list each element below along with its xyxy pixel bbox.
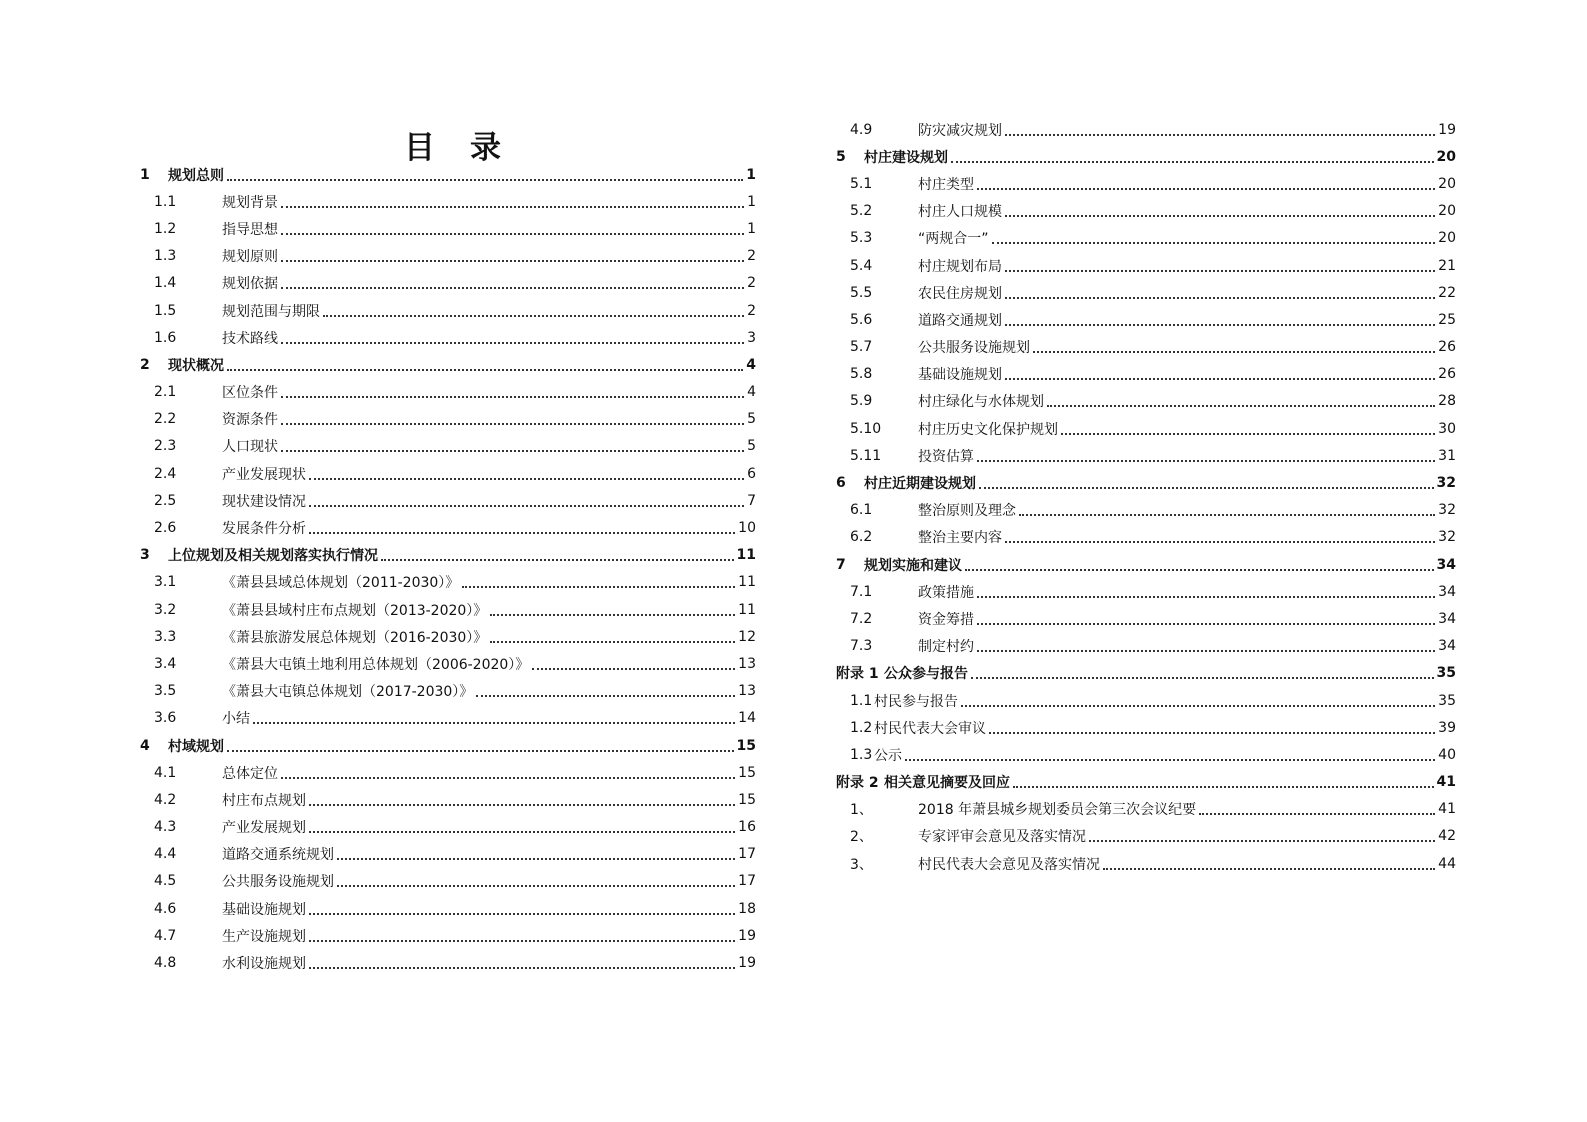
toc-entry[interactable] xyxy=(140,161,756,188)
toc-dot-leader xyxy=(227,369,743,371)
toc-entry-title: 指导思想 xyxy=(222,221,278,238)
toc-entry-number: 4.4 xyxy=(154,846,177,863)
toc-entry[interactable] xyxy=(140,814,756,841)
toc-dot-leader xyxy=(337,885,735,887)
toc-page-number: 2 xyxy=(747,302,756,319)
toc-entry-number: 2、 xyxy=(850,829,873,846)
toc-dot-leader xyxy=(281,423,744,425)
toc-page-number: 19 xyxy=(1438,121,1456,138)
toc-entry[interactable] xyxy=(140,922,756,949)
toc-entry-number: 5.4 xyxy=(850,257,873,274)
toc-entry[interactable] xyxy=(836,578,1456,605)
toc-entry-title: 《萧县县域村庄布点规划（2013-2020）》 xyxy=(222,602,488,619)
toc-page-number: 19 xyxy=(738,927,756,944)
toc-entry-title: 村庄类型 xyxy=(918,176,974,193)
toc-page-number: 4 xyxy=(747,384,756,401)
toc-entry-number: 3 xyxy=(140,547,150,564)
toc-entry-title: 公共服务设施规划 xyxy=(222,874,334,891)
toc-dot-leader xyxy=(281,233,744,235)
toc-page-number: 40 xyxy=(1438,746,1456,763)
toc-page-number: 15 xyxy=(736,737,756,754)
toc-entry-title: 《萧县大屯镇土地利用总体规划（2006-2020）》 xyxy=(222,656,530,673)
toc-entry-title: 区位条件 xyxy=(222,385,278,402)
toc-entry-title: 政策措施 xyxy=(918,584,974,601)
toc-page-number: 28 xyxy=(1438,393,1456,410)
toc-entry[interactable] xyxy=(140,324,756,351)
toc-entry-number: 1、 xyxy=(850,802,873,819)
toc-dot-leader xyxy=(1089,840,1435,842)
toc-entry-number: 2.5 xyxy=(154,492,177,509)
toc-dot-leader xyxy=(227,179,743,181)
toc-entry-number: 5.9 xyxy=(850,393,873,410)
toc-entry-title: 公示 xyxy=(874,747,902,764)
toc-page-number: 39 xyxy=(1438,719,1456,736)
toc-dot-leader xyxy=(281,342,744,344)
toc-dot-leader xyxy=(1061,433,1435,435)
toc-entry-title: 公众参与报告 xyxy=(884,666,968,683)
toc-entry-number: 1.1 xyxy=(154,193,177,210)
toc-entry-title: 现状建设情况 xyxy=(222,493,306,510)
toc-entry-title: 资金筹措 xyxy=(918,611,974,628)
toc-entry[interactable] xyxy=(836,252,1456,279)
toc-entry-title: 整治原则及理念 xyxy=(918,503,1016,520)
toc-entry-title: 村庄布点规划 xyxy=(222,792,306,809)
toc-entry-title: 产业发展规划 xyxy=(222,820,306,837)
toc-entry[interactable] xyxy=(836,116,1456,143)
toc-entry-number: 1 xyxy=(140,166,150,183)
toc-dot-leader xyxy=(381,559,734,561)
toc-dot-leader xyxy=(961,705,1435,707)
toc-entry-title: 村庄建设规划 xyxy=(864,149,948,166)
toc-entry[interactable] xyxy=(140,623,756,650)
toc-entry-number: 4.6 xyxy=(154,900,177,917)
toc-entry[interactable] xyxy=(836,388,1456,415)
toc-dot-leader xyxy=(476,695,735,697)
toc-entry-title: 村庄人口规模 xyxy=(918,204,1002,221)
toc-entry-title: 规划依据 xyxy=(222,276,278,293)
toc-entry-title: 产业发展现状 xyxy=(222,466,306,483)
toc-entry[interactable] xyxy=(836,170,1456,197)
toc-dot-leader xyxy=(281,287,744,289)
toc-entry[interactable] xyxy=(836,497,1456,524)
toc-entry[interactable] xyxy=(836,143,1456,170)
toc-entry[interactable] xyxy=(836,687,1456,714)
toc-page-number: 5 xyxy=(747,411,756,428)
toc-entry-title: 资源条件 xyxy=(222,412,278,429)
toc-dot-leader xyxy=(1005,324,1435,326)
toc-entry-number: 5.10 xyxy=(850,420,882,437)
toc-page-number: 5 xyxy=(747,438,756,455)
toc-entry[interactable] xyxy=(836,442,1456,469)
toc-entry[interactable] xyxy=(836,334,1456,361)
toc-page-number: 21 xyxy=(1438,257,1456,274)
toc-entry-title: 村庄规划布局 xyxy=(918,258,1002,275)
toc-entry[interactable] xyxy=(140,705,756,732)
toc-page-number: 11 xyxy=(738,574,756,591)
toc-page-number: 34 xyxy=(1438,610,1456,627)
toc-page-number: 13 xyxy=(738,655,756,672)
toc-dot-leader xyxy=(977,623,1435,625)
toc-entry[interactable] xyxy=(836,633,1456,660)
toc-dot-leader xyxy=(989,732,1435,734)
toc-dot-leader xyxy=(1103,868,1435,870)
toc-dot-leader xyxy=(905,759,1435,761)
toc-dot-leader xyxy=(309,804,735,806)
toc-dot-leader xyxy=(1013,786,1434,788)
toc-entry-number: 附录 1 xyxy=(836,666,879,683)
toc-page-number: 25 xyxy=(1438,311,1456,328)
toc-page-number: 15 xyxy=(738,764,756,781)
toc-entry-number: 4.9 xyxy=(850,121,873,138)
toc-page-number: 15 xyxy=(738,791,756,808)
title-part-2: 录 xyxy=(470,130,503,166)
toc-dot-leader xyxy=(227,750,734,752)
toc-page-number: 20 xyxy=(1436,148,1456,165)
toc-entry-title: 基础设施规划 xyxy=(918,367,1002,384)
toc-entry[interactable] xyxy=(836,660,1456,687)
toc-entry[interactable] xyxy=(140,460,756,487)
toc-entry[interactable] xyxy=(836,225,1456,252)
toc-page-number: 4 xyxy=(746,356,756,373)
toc-dot-leader xyxy=(309,532,735,534)
toc-entry-title: 现状概况 xyxy=(168,357,224,374)
toc-entry-number: 5.6 xyxy=(850,311,873,328)
toc-dot-leader xyxy=(281,396,744,398)
title-part-1: 目 xyxy=(404,130,437,166)
toc-dot-leader xyxy=(1005,215,1435,217)
toc-page-number: 11 xyxy=(738,601,756,618)
toc-entry[interactable] xyxy=(140,786,756,813)
toc-entry[interactable] xyxy=(140,188,756,215)
toc-entry-title: 相关意见摘要及回应 xyxy=(884,775,1010,792)
toc-right-column xyxy=(836,116,1456,877)
toc-entry[interactable] xyxy=(140,351,756,378)
toc-entry[interactable] xyxy=(140,569,756,596)
toc-entry[interactable] xyxy=(836,361,1456,388)
toc-dot-leader xyxy=(977,650,1435,652)
toc-dot-leader xyxy=(323,315,744,317)
toc-entry-number: 2.3 xyxy=(154,438,177,455)
toc-dot-leader xyxy=(1019,514,1435,516)
toc-dot-leader xyxy=(309,940,735,942)
toc-dot-leader xyxy=(979,487,1434,489)
toc-entry-number: 3.3 xyxy=(154,628,177,645)
toc-page-number: 2 xyxy=(747,275,756,292)
toc-page-number: 26 xyxy=(1438,339,1456,356)
toc-entry-number: 3.6 xyxy=(154,710,177,727)
toc-entry[interactable] xyxy=(140,243,756,270)
toc-page-number: 1 xyxy=(746,166,756,183)
toc-page-number: 34 xyxy=(1438,638,1456,655)
toc-dot-leader xyxy=(337,858,735,860)
toc-page-number: 6 xyxy=(747,465,756,482)
toc-entry-title: 规划原则 xyxy=(222,249,278,266)
toc-entry-title: 规划范围与期限 xyxy=(222,303,320,320)
toc-entry-title: 基础设施规划 xyxy=(222,901,306,918)
toc-dot-leader xyxy=(977,596,1435,598)
toc-entry-title: 2018 年萧县城乡规划委员会第三次会议纪要 xyxy=(918,802,1197,819)
toc-entry-title: 村庄近期建设规划 xyxy=(864,476,976,493)
toc-entry[interactable] xyxy=(836,306,1456,333)
toc-entry-title: 《萧县旅游发展总体规划（2016-2030）》 xyxy=(222,629,488,646)
toc-entry[interactable] xyxy=(140,270,756,297)
toc-page-number: 16 xyxy=(738,819,756,836)
toc-entry-title: 生产设施规划 xyxy=(222,928,306,945)
toc-dot-leader xyxy=(281,777,735,779)
toc-dot-leader xyxy=(462,586,735,588)
toc-entry[interactable] xyxy=(140,759,756,786)
toc-dot-leader xyxy=(281,260,744,262)
toc-page-number: 17 xyxy=(738,846,756,863)
toc-entry[interactable] xyxy=(140,732,756,759)
toc-page-number: 22 xyxy=(1438,284,1456,301)
toc-page-number: 20 xyxy=(1438,175,1456,192)
toc-entry-number: 1.6 xyxy=(154,329,177,346)
toc-page-number: 32 xyxy=(1436,475,1456,492)
toc-page-number: 13 xyxy=(738,683,756,700)
toc-dot-leader xyxy=(1005,297,1435,299)
toc-page-number: 12 xyxy=(738,628,756,645)
toc-entry-number: 2.6 xyxy=(154,520,177,537)
toc-entry-number: 2.1 xyxy=(154,384,177,401)
toc-page-number: 3 xyxy=(747,329,756,346)
toc-entry-title: 村民代表大会审议 xyxy=(874,720,986,737)
toc-page-number: 14 xyxy=(738,710,756,727)
toc-dot-leader xyxy=(309,967,735,969)
toc-entry-number: 5.2 xyxy=(850,203,873,220)
toc-entry[interactable] xyxy=(836,741,1456,768)
toc-entry-number: 6.1 xyxy=(850,502,873,519)
toc-dot-leader xyxy=(281,206,744,208)
toc-page-number: 26 xyxy=(1438,366,1456,383)
toc-entry[interactable] xyxy=(836,850,1456,877)
toc-entry-number: 3.1 xyxy=(154,574,177,591)
toc-page-number: 42 xyxy=(1438,828,1456,845)
toc-entry-title: 总体定位 xyxy=(222,765,278,782)
toc-dot-leader xyxy=(971,677,1434,679)
toc-page-number: 41 xyxy=(1438,801,1456,818)
toc-entry-title: 制定村约 xyxy=(918,639,974,656)
toc-page-number: 34 xyxy=(1438,583,1456,600)
toc-entry-number: 5 xyxy=(836,148,846,165)
toc-entry-title: 村庄历史文化保护规划 xyxy=(918,421,1058,438)
toc-entry-number: 1.2 xyxy=(850,719,873,736)
toc-page-number: 1 xyxy=(747,193,756,210)
toc-entry-title: 道路交通规划 xyxy=(918,312,1002,329)
toc-entry-number: 7.2 xyxy=(850,610,873,627)
toc-entry[interactable] xyxy=(836,769,1456,796)
toc-entry-number: 2.2 xyxy=(154,411,177,428)
toc-entry-number: 4.2 xyxy=(154,791,177,808)
toc-entry[interactable] xyxy=(140,895,756,922)
toc-entry[interactable] xyxy=(140,406,756,433)
toc-page-number: 1 xyxy=(747,220,756,237)
toc-entry[interactable] xyxy=(140,215,756,242)
toc-page-number: 41 xyxy=(1436,774,1456,791)
toc-dot-leader xyxy=(309,478,744,480)
toc-entry[interactable] xyxy=(140,433,756,460)
toc-entry-number: 2 xyxy=(140,356,150,373)
toc-entry[interactable] xyxy=(140,596,756,623)
toc-entry-number: 附录 2 xyxy=(836,775,879,792)
toc-entry-number: 1.4 xyxy=(154,275,177,292)
toc-page-number: 44 xyxy=(1438,855,1456,872)
toc-entry-title: 规划总则 xyxy=(168,167,224,184)
toc-entry[interactable] xyxy=(836,605,1456,632)
toc-entry-number: 4.5 xyxy=(154,873,177,890)
toc-entry-number: 5.5 xyxy=(850,284,873,301)
toc-entry[interactable] xyxy=(140,297,756,324)
toc-entry[interactable] xyxy=(836,279,1456,306)
toc-dot-leader xyxy=(1005,134,1435,136)
toc-entry[interactable] xyxy=(836,796,1456,823)
toc-dot-leader xyxy=(309,913,735,915)
toc-page-number: 7 xyxy=(747,492,756,509)
toc-entry-title: 水利设施规划 xyxy=(222,956,306,973)
toc-dot-leader xyxy=(992,242,1436,244)
toc-entry[interactable] xyxy=(140,949,756,976)
toc-entry[interactable] xyxy=(836,551,1456,578)
toc-left-column xyxy=(140,161,756,977)
toc-entry[interactable] xyxy=(140,487,756,514)
toc-page-number: 35 xyxy=(1436,665,1456,682)
toc-entry-number: 3.2 xyxy=(154,601,177,618)
toc-entry-title: 《萧县县域总体规划（2011-2030）》 xyxy=(222,575,460,592)
toc-entry[interactable] xyxy=(836,469,1456,496)
toc-page-number: 35 xyxy=(1438,692,1456,709)
toc-entry[interactable] xyxy=(140,678,756,705)
toc-entry-number: 4.8 xyxy=(154,955,177,972)
toc-entry[interactable] xyxy=(836,198,1456,225)
toc-entry-title: 专家评审会意见及落实情况 xyxy=(918,829,1086,846)
toc-page-number: 34 xyxy=(1436,556,1456,573)
toc-entry[interactable] xyxy=(140,379,756,406)
toc-entry-number: 6 xyxy=(836,475,846,492)
toc-page-number: 31 xyxy=(1438,447,1456,464)
toc-entry-number: 4 xyxy=(140,737,150,754)
toc-dot-leader xyxy=(965,569,1434,571)
toc-entry-title: 村庄绿化与水体规划 xyxy=(918,394,1044,411)
toc-page-number: 19 xyxy=(738,955,756,972)
toc-dot-leader xyxy=(1033,351,1435,353)
toc-dot-leader xyxy=(309,505,744,507)
toc-entry-title: 技术路线 xyxy=(222,330,278,347)
toc-entry-number: 4.3 xyxy=(154,819,177,836)
toc-page-number: 18 xyxy=(738,900,756,917)
toc-entry-number: 5.7 xyxy=(850,339,873,356)
toc-entry-number: 5.11 xyxy=(850,447,882,464)
toc-dot-leader xyxy=(951,161,1434,163)
toc-entry-number: 3.5 xyxy=(154,683,177,700)
toc-dot-leader xyxy=(490,614,735,616)
toc-dot-leader xyxy=(309,831,735,833)
toc-entry-title: 发展条件分析 xyxy=(222,521,306,538)
toc-entry-number: 5.3 xyxy=(850,230,873,247)
toc-entry-title: 村民参与报告 xyxy=(874,693,958,710)
toc-dot-leader xyxy=(1005,541,1435,543)
toc-entry-number: 4.1 xyxy=(154,764,177,781)
toc-entry[interactable] xyxy=(140,650,756,677)
toc-entry-title: 上位规划及相关规划落实执行情况 xyxy=(168,548,378,565)
toc-page-number: 32 xyxy=(1438,502,1456,519)
toc-entry-number: 1.2 xyxy=(154,220,177,237)
toc-entry-title: 整治主要内容 xyxy=(918,530,1002,547)
toc-entry-number: 5.8 xyxy=(850,366,873,383)
toc-entry[interactable] xyxy=(140,542,756,569)
toc-dot-leader xyxy=(1199,813,1435,815)
toc-entry-number: 7 xyxy=(836,556,846,573)
toc-entry-title: 小结 xyxy=(222,711,250,728)
toc-entry-number: 1.3 xyxy=(850,746,873,763)
toc-dot-leader xyxy=(1005,270,1435,272)
toc-page-number: 20 xyxy=(1438,230,1456,247)
toc-page-number: 10 xyxy=(738,520,756,537)
toc-entry[interactable] xyxy=(140,514,756,541)
toc-dot-leader xyxy=(977,460,1435,462)
toc-entry-title: 农民住房规划 xyxy=(918,285,1002,302)
toc-dot-leader xyxy=(977,188,1435,190)
toc-page-number: 20 xyxy=(1438,203,1456,220)
toc-entry-title: 投资估算 xyxy=(918,448,974,465)
toc-dot-leader xyxy=(532,668,735,670)
toc-dot-leader xyxy=(281,450,744,452)
toc-entry-number: 3、 xyxy=(850,856,873,873)
toc-entry-number: 7.3 xyxy=(850,638,873,655)
toc-entry-title: “两规合一” xyxy=(918,231,989,248)
toc-entry-title: 公共服务设施规划 xyxy=(918,340,1030,357)
toc-entry-number: 1.1 xyxy=(850,692,873,709)
toc-entry[interactable] xyxy=(836,524,1456,551)
toc-entry-number: 4.7 xyxy=(154,927,177,944)
toc-page-number: 30 xyxy=(1438,420,1456,437)
toc-entry-title: 道路交通系统规划 xyxy=(222,847,334,864)
toc-entry-number: 5.1 xyxy=(850,175,873,192)
toc-dot-leader xyxy=(253,722,735,724)
toc-entry[interactable] xyxy=(836,415,1456,442)
toc-entry-title: 人口现状 xyxy=(222,439,278,456)
toc-entry-title: 《萧县大屯镇总体规划（2017-2030）》 xyxy=(222,684,474,701)
toc-page-number: 17 xyxy=(738,873,756,890)
toc-dot-leader xyxy=(490,641,735,643)
toc-entry[interactable] xyxy=(140,841,756,868)
toc-entry-title: 村域规划 xyxy=(168,738,224,755)
toc-entry[interactable] xyxy=(836,823,1456,850)
toc-entry-title: 规划实施和建议 xyxy=(864,557,962,574)
toc-page-number: 32 xyxy=(1438,529,1456,546)
toc-dot-leader xyxy=(1005,378,1435,380)
toc-entry-number: 3.4 xyxy=(154,655,177,672)
toc-entry-number: 6.2 xyxy=(850,529,873,546)
toc-entry-title: 村民代表大会意见及落实情况 xyxy=(918,856,1100,873)
toc-page-number: 11 xyxy=(736,547,756,564)
toc-entry-number: 1.5 xyxy=(154,302,177,319)
toc-entry-number: 7.1 xyxy=(850,583,873,600)
toc-entry-number: 2.4 xyxy=(154,465,177,482)
toc-entry-title: 防灾减灾规划 xyxy=(918,122,1002,139)
toc-entry[interactable] xyxy=(140,868,756,895)
toc-entry-number: 1.3 xyxy=(154,248,177,265)
toc-entry-title: 规划背景 xyxy=(222,194,278,211)
toc-dot-leader xyxy=(1047,405,1435,407)
toc-page-number: 2 xyxy=(747,248,756,265)
toc-entry[interactable] xyxy=(836,714,1456,741)
